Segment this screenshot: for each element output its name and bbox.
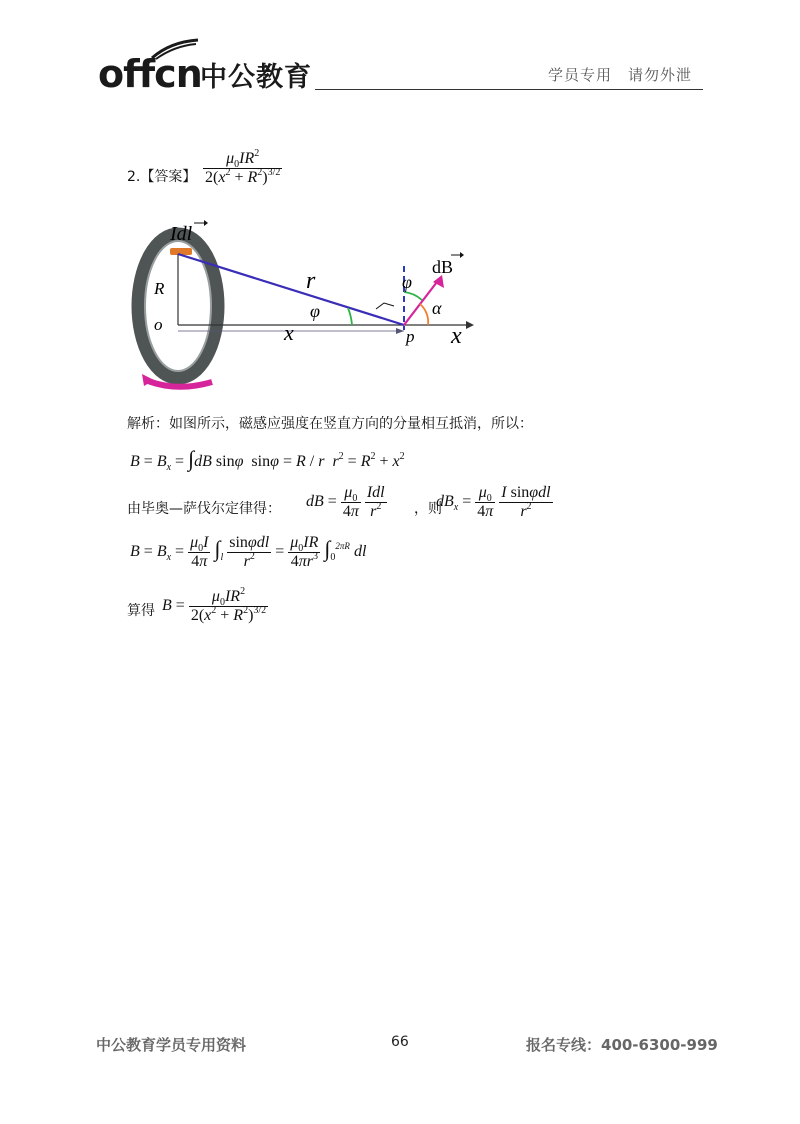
answer-formula: $\frac{\mu_0IR^2}{2(x^2 + R^2)^{3/2}}$: [205, 148, 281, 186]
footer-left-text: 中公教育学员专用资料: [96, 1036, 247, 1054]
header-divider: [315, 89, 703, 90]
analysis-dBx: $dB_x$ = $\frac{\mu_0}{4\pi}$ $\frac{\text{I sinφdl}}{r^2}$: [436, 484, 551, 520]
page-number: 66: [391, 1034, 409, 1050]
footer-hotline: 报名专线：400-6300-999: [526, 1036, 718, 1054]
label-x-dimension: x: [284, 320, 294, 345]
label-alpha: α: [432, 298, 442, 318]
analysis-biot-savart: dB = $\frac{\mu_0}{4\pi}$ $\frac{\text{Idl}}{r^2}$: [306, 484, 385, 520]
label-phi-top: φ: [402, 272, 412, 292]
analysis-result-formula: B = $\frac{\mu_0IR^2}{2(x^2 + R^2)^{3/2}}$: [162, 586, 267, 624]
logo-chinese: 中公教育: [200, 62, 312, 93]
header-notice: 学员专用 请勿外泄: [548, 66, 693, 84]
logo-swoosh-icon: [150, 38, 200, 60]
label-r: r: [306, 268, 316, 294]
analysis-result-prefix: 算得: [127, 603, 155, 619]
answer-label: 2.【答案】: [127, 169, 197, 185]
analysis-law-sep: ，则: [414, 501, 442, 517]
analysis-eq-integral: $B = B_x$ = $\frac{\mu_0I}{4\pi}$ $\int_l$ $\frac{\text{sinφdl}}{r^2}$ = $\frac{\mu_0IR}{4\pi r^3}$ $\int_0^{2\pi R}$ dl: [130, 534, 367, 570]
label-p: p: [406, 327, 415, 346]
analysis-law-prefix: 由毕奥—萨伐尔定律得：: [127, 501, 281, 517]
label-dB: dB: [432, 257, 454, 277]
logo-offcn: offcn: [98, 52, 202, 96]
loop-diagram: [126, 218, 486, 398]
label-o: o: [154, 315, 163, 334]
label-R: R: [154, 279, 165, 298]
analysis-intro: 解析：如图所示，磁感应强度在竖直方向的分量相互抵消，所以：: [127, 416, 533, 432]
label-Idl: Idl: [170, 223, 193, 245]
label-phi-angle: φ: [310, 301, 320, 321]
label-x-axis: x: [451, 323, 462, 349]
analysis-eq1: $B = B_x = \int dB$ sinφ sinφ = R / r $r^2 = R^2 + x^2$: [130, 446, 405, 473]
